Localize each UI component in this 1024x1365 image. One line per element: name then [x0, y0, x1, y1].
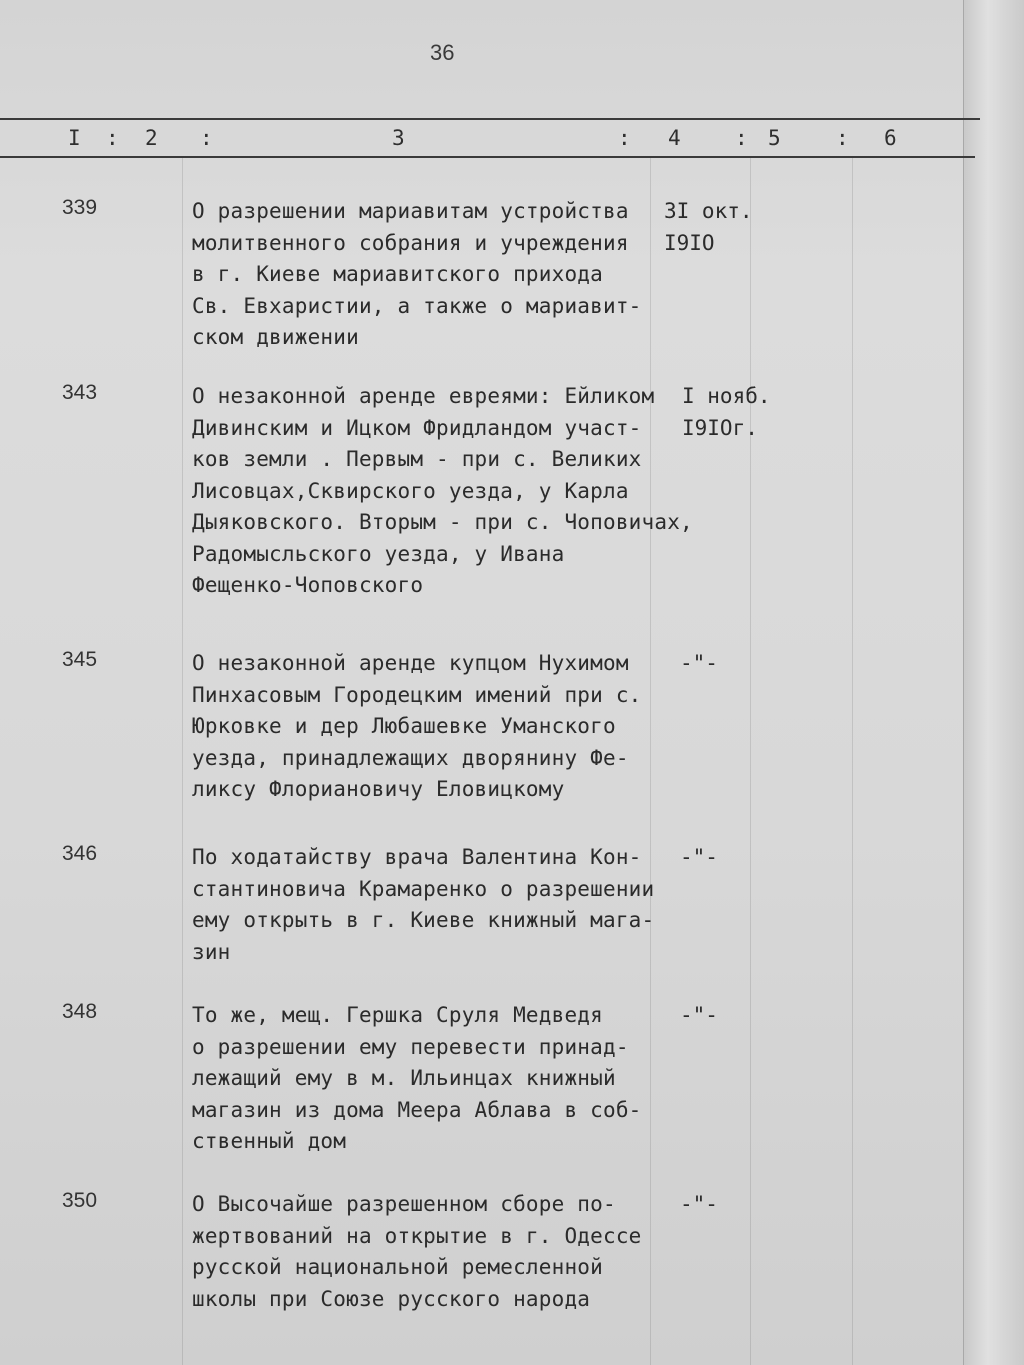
entry-line: О разрешении мариавитам устройства	[192, 199, 629, 223]
column-header-separator: :	[106, 126, 119, 150]
entry-line: молитвенного собрания и учреждения	[192, 230, 629, 255]
column-header-separator: :	[618, 126, 631, 150]
entry-line: Радомысльского уезда, у Ивана	[192, 541, 565, 566]
entry-line: Пинхасовым Городецким имений при с.	[192, 682, 642, 707]
column-header-1: I	[68, 126, 81, 150]
entry-description	[192, 381, 693, 602]
entry-description	[192, 648, 667, 806]
entry-line: ликсу Флориановичу Еловицкому	[192, 777, 565, 801]
entry-date-line: I нояб.	[682, 384, 771, 408]
entry-line: стантиновича Крамаренко о разрешении	[192, 876, 655, 901]
entry-date-line: -"-	[680, 1003, 718, 1027]
entry-line: жертвований на открытие в г. Одессе	[192, 1223, 642, 1248]
page-number: 36	[430, 40, 455, 65]
entry-line: лежащий ему в м. Ильинцах книжный	[192, 1066, 616, 1090]
entry-line: ском движении	[192, 325, 359, 349]
column-header-4: 4	[668, 126, 681, 150]
entry-description	[192, 1189, 667, 1315]
entry-line: Лисовцах,Сквирского уезда, у Карла	[192, 478, 629, 503]
entry-line: По ходатайству врача Валентина Кон-	[192, 845, 642, 869]
entry-date-line: I9IOг.	[682, 415, 758, 440]
entry-date	[680, 1000, 718, 1032]
entry-date-line: -"-	[680, 651, 718, 675]
entry-number: 339	[62, 196, 98, 219]
entry-description	[192, 1000, 667, 1158]
entry-number: 345	[62, 648, 98, 671]
entry-description	[192, 196, 667, 354]
entry-line: русской национальной ремесленной	[192, 1255, 603, 1279]
column-header-6: 6	[884, 126, 897, 150]
entry-line: школы при Союзе русского народа	[192, 1286, 591, 1311]
entry-line: О незаконной аренде евреями: Ейликом	[192, 384, 655, 408]
entry-date-line: I9IO	[664, 230, 715, 255]
entry-date-line: 3I окт.	[664, 199, 753, 223]
column-divider	[852, 158, 853, 1365]
entry-line: Св. Евхаристии, а также о мариавит-	[192, 293, 642, 318]
entry-date	[680, 842, 718, 874]
column-header-row	[0, 118, 980, 156]
column-header-2: 2	[145, 126, 158, 150]
entry-date	[680, 1189, 718, 1221]
entry-line: О Высочайше разрешенном сборе по-	[192, 1192, 616, 1216]
entry-number: 346	[62, 842, 98, 865]
entry-line: Юрковке и дер Любашевке Уманского	[192, 714, 616, 738]
entry-line: о разрешении ему перевести принад-	[192, 1034, 629, 1059]
entry-line: О незаконной аренде купцом Нухимом	[192, 651, 629, 675]
entry-line: уезда, принадлежащих дворянину Фе-	[192, 745, 629, 770]
entry-line: магазин из дома Меера Аблава в соб-	[192, 1097, 642, 1122]
entry-description	[192, 842, 667, 968]
entry-line: Фещенко-Чоповского	[192, 573, 424, 597]
column-divider	[750, 158, 751, 1365]
entry-date-line: -"-	[680, 845, 718, 869]
entry-date	[664, 196, 753, 259]
entry-line: То же, мещ. Гершка Сруля Медведя	[192, 1003, 603, 1027]
column-header-separator: :	[836, 126, 849, 150]
entry-line: ему открыть в г. Киеве книжный мага-	[192, 908, 655, 932]
underlying-sheet-edge	[963, 0, 1024, 1365]
entry-line: Дивинским и Ицком Фридландом участ-	[192, 415, 642, 440]
entry-line: ков земли . Первым - при с. Великих	[192, 447, 642, 471]
column-header-separator: :	[200, 126, 213, 150]
entry-date	[680, 648, 718, 680]
header-bottom-rule	[0, 156, 975, 158]
entry-number: 350	[62, 1189, 98, 1212]
entry-date-line: -"-	[680, 1192, 718, 1216]
entry-line: в г. Киеве мариавитского прихода	[192, 262, 603, 286]
entry-line: Дыяковского. Вторым - при с. Чоповичах,	[192, 510, 693, 534]
entry-number: 348	[62, 1000, 98, 1023]
column-header-5: 5	[768, 126, 781, 150]
column-header-separator: :	[735, 126, 748, 150]
entry-number: 343	[62, 381, 98, 404]
entry-line: ственный дом	[192, 1129, 347, 1153]
entry-date	[682, 381, 771, 444]
entry-line: зин	[192, 939, 231, 964]
column-header-3: 3	[392, 126, 405, 150]
column-divider	[182, 158, 183, 1365]
